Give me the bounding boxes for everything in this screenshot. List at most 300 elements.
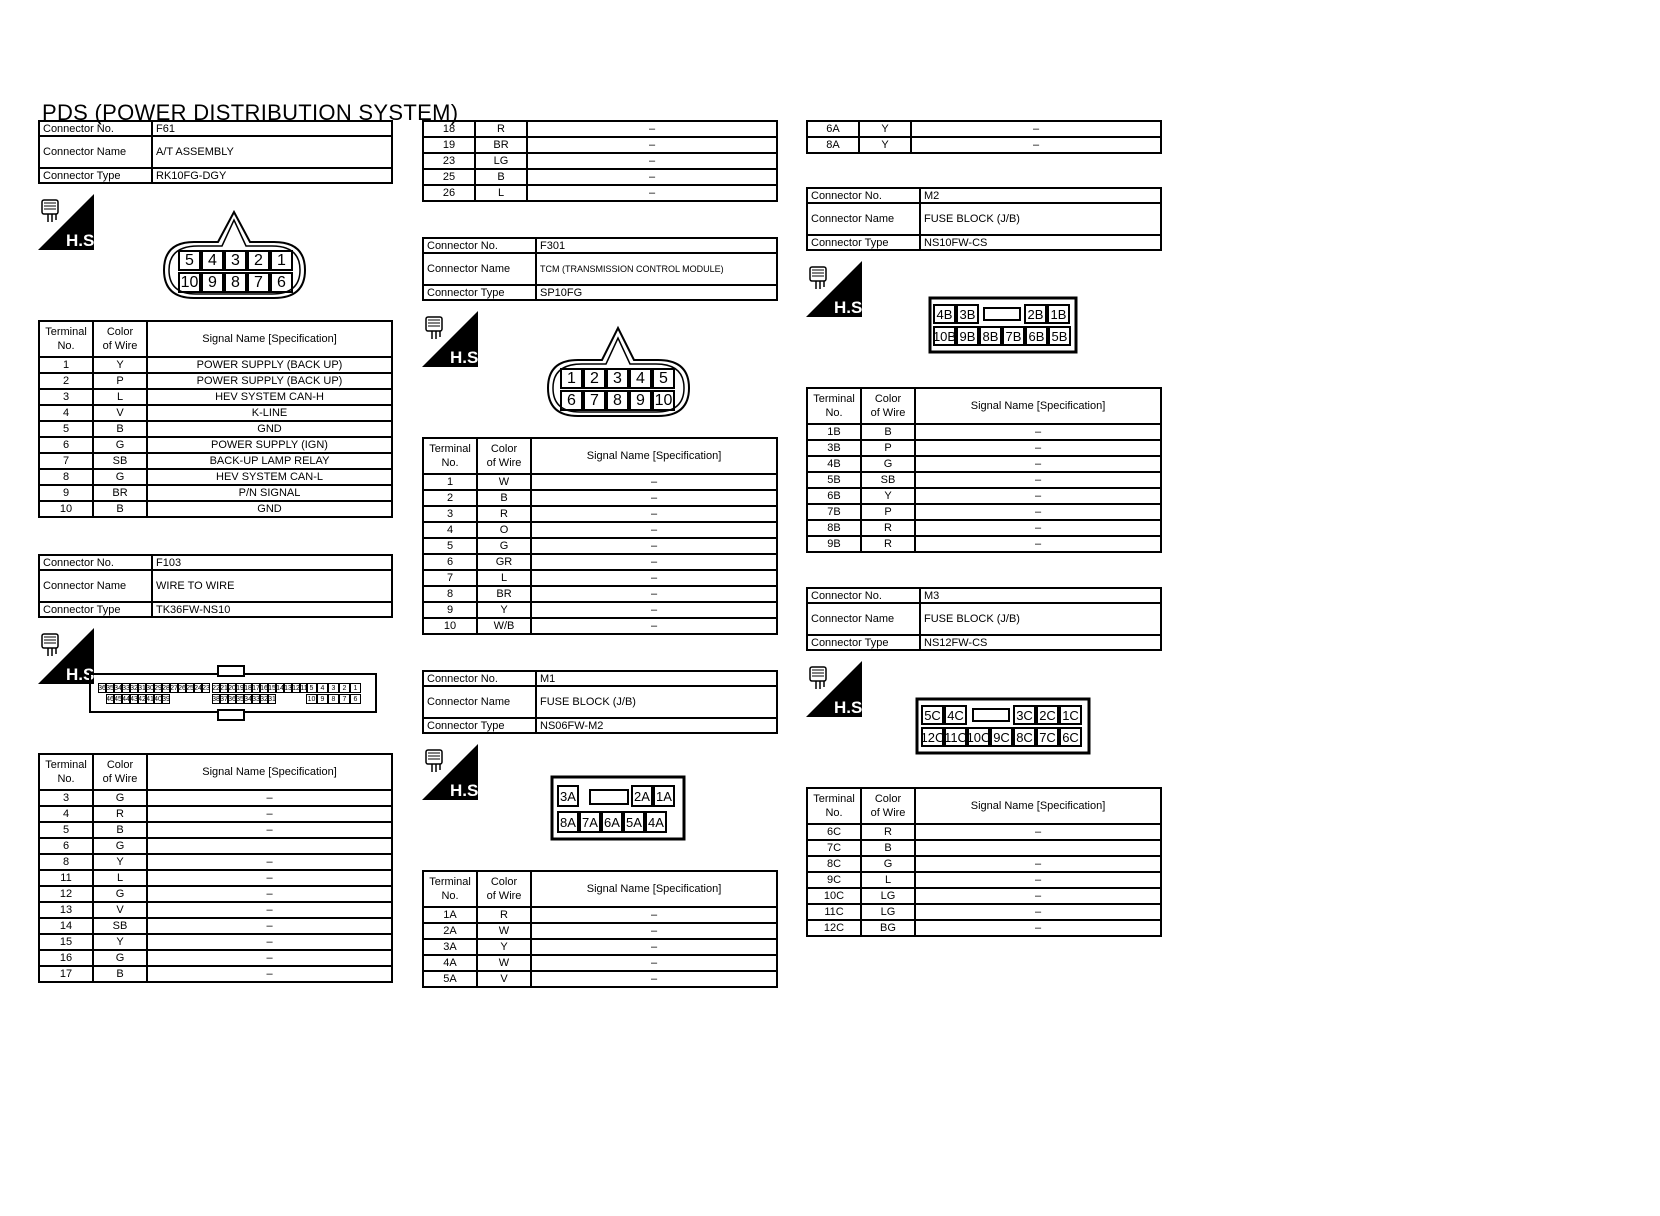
terminal-pin: 7 (247, 272, 270, 293)
terminal-pin: 9 (629, 390, 652, 411)
signal-name: – (147, 870, 392, 886)
terminal-no: 9B (807, 536, 861, 552)
terminal-pin: 44 (122, 695, 130, 703)
connector-name-label: Connector Name (807, 203, 920, 235)
terminal-no: 7 (423, 570, 477, 586)
wire-color: Y (93, 934, 147, 950)
harness-side-label: H.S. (450, 348, 484, 367)
connector-info-f301 (422, 237, 778, 301)
col-color-header: Color of Wire (861, 388, 915, 424)
wire-color: G (861, 856, 915, 872)
connector-type-label: Connector Type (807, 235, 920, 250)
terminal-row (423, 618, 777, 634)
terminal-pin: 3 (606, 368, 629, 389)
terminal-row (39, 501, 392, 517)
connector-name-label: Connector Name (423, 253, 536, 285)
connector-type-label: Connector Type (39, 168, 152, 183)
col-terminal-header: Terminal No. (807, 388, 861, 424)
connector-type-value: TK36FW-NS10 (152, 602, 392, 617)
terminal-pin: 8 (224, 272, 247, 293)
wire-color: O (477, 522, 531, 538)
signal-name: POWER SUPPLY (BACK UP) (147, 373, 392, 389)
signal-name: – (147, 902, 392, 918)
connector-diagram-f103 (88, 664, 378, 722)
terminal-no: 14 (39, 918, 93, 934)
terminal-table-f103 (38, 753, 393, 983)
terminal-no: 19 (423, 137, 475, 153)
terminal-pin: 5B (1048, 326, 1071, 346)
terminal-no: 5A (423, 971, 477, 987)
terminal-no: 3A (423, 939, 477, 955)
terminal-row (39, 469, 392, 485)
terminal-no: 8 (39, 469, 93, 485)
terminal-row (39, 854, 392, 870)
page-title: PDS (POWER DISTRIBUTION SYSTEM) (42, 100, 459, 125)
wire-color: P (861, 440, 915, 456)
terminal-row (39, 838, 392, 854)
terminal-pin: 30 (146, 684, 154, 692)
connector-type-value: NS06FW-M2 (536, 718, 777, 733)
signal-name: POWER SUPPLY (IGN) (147, 437, 392, 453)
terminal-table-m1 (422, 870, 778, 988)
terminal-row (807, 472, 1161, 488)
wire-color: G (93, 886, 147, 902)
connector-no-label: Connector No. (39, 555, 152, 570)
terminal-row (807, 904, 1161, 920)
terminal-row (423, 907, 777, 923)
wire-color: W/B (477, 618, 531, 634)
terminal-pin: 7 (583, 390, 606, 411)
connector-outline (88, 664, 378, 722)
terminal-no: 1 (423, 474, 477, 490)
terminal-row (423, 570, 777, 586)
harness-side-label: H.S. (66, 231, 100, 250)
terminal-row (423, 137, 777, 153)
col-color-header: Color of Wire (477, 438, 531, 474)
terminal-row (807, 536, 1161, 552)
terminal-row (423, 939, 777, 955)
terminal-row (39, 918, 392, 934)
terminal-no: 3 (39, 790, 93, 806)
signal-name: – (531, 586, 777, 602)
connector-name-value: A/T ASSEMBLY (152, 136, 392, 168)
terminal-pin: 1B (1047, 304, 1070, 324)
connector-no-value: F103 (152, 555, 392, 570)
terminal-row (423, 538, 777, 554)
terminal-row (807, 888, 1161, 904)
terminal-row (423, 602, 777, 618)
terminal-no: 3B (807, 440, 861, 456)
terminal-pin: 6 (270, 272, 293, 293)
terminal-row (39, 373, 392, 389)
terminal-pin: 7 (339, 694, 350, 704)
wire-color: V (477, 971, 531, 987)
terminal-pin: 45 (114, 695, 122, 703)
connector-type-label: Connector Type (807, 635, 920, 650)
terminal-row (39, 437, 392, 453)
harness-side-label: H.S. (834, 698, 868, 717)
harness-side-icon (38, 628, 100, 684)
wire-color: R (861, 520, 915, 536)
col-terminal-header: Terminal No. (423, 438, 477, 474)
terminal-pin: 12 (292, 684, 300, 692)
terminal-table-m3 (806, 787, 1162, 937)
terminal-pin: 4 (317, 683, 328, 693)
terminal-no: 25 (423, 169, 475, 185)
terminal-row (39, 950, 392, 966)
connector-name-value: FUSE BLOCK (J/B) (920, 603, 1161, 635)
terminal-pin: 8C (1013, 727, 1036, 747)
connector-name-value: FUSE BLOCK (J/B) (920, 203, 1161, 235)
terminal-row (39, 389, 392, 405)
terminal-pin: 10B (933, 326, 956, 346)
terminal-no: 8 (39, 854, 93, 870)
signal-name: – (911, 121, 1161, 137)
terminal-row (39, 870, 392, 886)
wire-color: R (93, 806, 147, 822)
terminal-pin: 11C (944, 727, 967, 747)
terminal-table-m2 (806, 387, 1162, 553)
signal-name: – (531, 522, 777, 538)
terminal-row (807, 520, 1161, 536)
terminal-no: 8B (807, 520, 861, 536)
signal-name: – (147, 934, 392, 950)
harness-side-label: H.S. (834, 298, 868, 317)
signal-name: – (915, 920, 1161, 936)
signal-name: – (527, 169, 777, 185)
terminal-no: 1 (39, 357, 93, 373)
connector-no-label: Connector No. (39, 121, 152, 136)
col-signal-header: Signal Name [Specification] (147, 754, 392, 790)
signal-name: – (915, 856, 1161, 872)
wire-color: LG (861, 904, 915, 920)
terminal-row (807, 504, 1161, 520)
signal-name: – (531, 570, 777, 586)
terminal-pin: 5A (623, 811, 645, 833)
terminal-no: 8 (423, 586, 477, 602)
connector-name-value: TCM (TRANSMISSION CONTROL MODULE) (536, 253, 777, 285)
terminal-no: 5B (807, 472, 861, 488)
terminal-no: 4 (39, 405, 93, 421)
terminal-pin: 3C (1013, 705, 1036, 725)
terminal-row (39, 790, 392, 806)
col-terminal-header: Terminal No. (39, 754, 93, 790)
terminal-no: 9 (423, 602, 477, 618)
terminal-row (807, 856, 1161, 872)
terminal-pin: 32 (260, 695, 268, 703)
connector-name-label: Connector Name (807, 603, 920, 635)
signal-name: – (147, 790, 392, 806)
terminal-pin: 39 (162, 695, 170, 703)
connector-type-value: NS10FW-CS (920, 235, 1161, 250)
harness-side-icon (38, 194, 100, 250)
terminal-no: 2 (39, 373, 93, 389)
signal-name: – (531, 506, 777, 522)
terminal-pin: 5 (306, 683, 317, 693)
wire-color: W (477, 923, 531, 939)
wire-color: W (477, 955, 531, 971)
terminal-row (807, 840, 1161, 856)
terminal-no: 10C (807, 888, 861, 904)
terminal-no: 4 (39, 806, 93, 822)
signal-name: – (147, 854, 392, 870)
connector-info-m3 (806, 587, 1162, 651)
terminal-pin: 32 (130, 684, 138, 692)
harness-side-label: H.S. (450, 781, 484, 800)
terminal-pin: 36 (228, 695, 236, 703)
signal-name: – (915, 440, 1161, 456)
terminal-row (423, 955, 777, 971)
terminal-pin: 33 (122, 684, 130, 692)
terminal-pin: 9 (201, 272, 224, 293)
wire-color: P (861, 504, 915, 520)
wire-color: B (93, 966, 147, 982)
terminal-no: 17 (39, 966, 93, 982)
terminal-pin: 1 (270, 250, 293, 271)
signal-name: – (531, 474, 777, 490)
connector-no-value: F61 (152, 121, 392, 136)
terminal-pin: 4B (933, 304, 956, 324)
terminal-pin: 43 (130, 695, 138, 703)
wire-color: B (93, 822, 147, 838)
terminal-pin: 1 (350, 683, 361, 693)
terminal-no: 12 (39, 886, 93, 902)
terminal-row (423, 121, 777, 137)
terminal-pin: 46 (106, 695, 114, 703)
terminal-table-f301 (422, 437, 778, 635)
signal-name: – (531, 955, 777, 971)
terminal-no: 1B (807, 424, 861, 440)
terminal-row (807, 424, 1161, 440)
harness-side-icon (422, 744, 484, 800)
wire-color: G (93, 469, 147, 485)
terminal-no: 16 (39, 950, 93, 966)
signal-name: – (531, 971, 777, 987)
terminal-no: 7C (807, 840, 861, 856)
terminal-pin: 20 (228, 684, 236, 692)
harness-side-icon (806, 661, 868, 717)
connector-type-value: RK10FG-DGY (152, 168, 392, 183)
terminal-pin: 1C (1059, 705, 1082, 725)
wire-color: SB (93, 918, 147, 934)
wire-color: W (477, 474, 531, 490)
signal-name: – (531, 490, 777, 506)
terminal-table-f103-continued (422, 120, 778, 202)
signal-name: – (531, 602, 777, 618)
terminal-pin: 5 (652, 368, 675, 389)
terminal-pin: 1A (653, 785, 675, 807)
terminal-pin: 22 (212, 684, 220, 692)
terminal-pin: 4C (944, 705, 967, 725)
signal-name: – (147, 918, 392, 934)
terminal-no: 1A (423, 907, 477, 923)
terminal-pin: 2 (583, 368, 606, 389)
terminal-pin: 15 (268, 684, 276, 692)
wire-color: SB (861, 472, 915, 488)
wire-color: L (861, 872, 915, 888)
terminal-pin: 13 (284, 684, 292, 692)
terminal-no: 12C (807, 920, 861, 936)
terminal-pin: 28 (162, 684, 170, 692)
signal-name: – (915, 872, 1161, 888)
terminal-pin: 10 (178, 272, 201, 293)
signal-name: HEV SYSTEM CAN-L (147, 469, 392, 485)
connector-name-label: Connector Name (423, 686, 536, 718)
signal-name: – (531, 907, 777, 923)
col-signal-header: Signal Name [Specification] (915, 788, 1161, 824)
signal-name: K-LINE (147, 405, 392, 421)
connector-name-label: Connector Name (39, 136, 152, 168)
wire-color: Y (477, 602, 531, 618)
terminal-pin: 42 (138, 695, 146, 703)
terminal-row (423, 522, 777, 538)
terminal-row (423, 554, 777, 570)
terminal-pin: 7C (1036, 727, 1059, 747)
terminal-row (807, 872, 1161, 888)
terminal-pin: 21 (220, 684, 228, 692)
col-color-header: Color of Wire (93, 321, 147, 357)
terminal-pin: 8A (557, 811, 579, 833)
terminal-row (39, 934, 392, 950)
terminal-no: 10 (423, 618, 477, 634)
terminal-no: 5 (39, 822, 93, 838)
terminal-row (39, 485, 392, 501)
signal-name: – (527, 153, 777, 169)
wire-color: R (475, 121, 527, 137)
signal-name: – (527, 121, 777, 137)
connector-info-m2 (806, 187, 1162, 251)
terminal-pin: 2C (1036, 705, 1059, 725)
wire-color: SB (93, 453, 147, 469)
connector-info-f61 (38, 120, 393, 184)
terminal-no: 3 (39, 389, 93, 405)
signal-name: – (531, 939, 777, 955)
terminal-no: 6B (807, 488, 861, 504)
terminal-no: 3 (423, 506, 477, 522)
col-color-header: Color of Wire (93, 754, 147, 790)
connector-no-value: M2 (920, 188, 1161, 203)
signal-name (915, 840, 1161, 856)
wire-color: V (93, 405, 147, 421)
terminal-row (423, 586, 777, 602)
col-color-header: Color of Wire (861, 788, 915, 824)
terminal-pin: 3 (328, 683, 339, 693)
wire-color: Y (477, 939, 531, 955)
signal-name: – (147, 886, 392, 902)
connector-no-value: F301 (536, 238, 777, 253)
wire-color: GR (477, 554, 531, 570)
terminal-pin: 9B (956, 326, 979, 346)
terminal-no: 13 (39, 902, 93, 918)
terminal-no: 23 (423, 153, 475, 169)
terminal-pin: 26 (178, 684, 186, 692)
connector-type-label: Connector Type (39, 602, 152, 617)
signal-name: GND (147, 421, 392, 437)
wire-color: Y (861, 488, 915, 504)
terminal-no: 4A (423, 955, 477, 971)
terminal-no: 11 (39, 870, 93, 886)
terminal-row (39, 806, 392, 822)
signal-name: – (527, 137, 777, 153)
terminal-no: 9C (807, 872, 861, 888)
terminal-row (423, 185, 777, 201)
terminal-no: 26 (423, 185, 475, 201)
wire-color: BG (861, 920, 915, 936)
col-signal-header: Signal Name [Specification] (531, 438, 777, 474)
wire-color: Y (93, 854, 147, 870)
terminal-pin: 5C (921, 705, 944, 725)
wire-color: R (861, 536, 915, 552)
terminal-row (423, 923, 777, 939)
col-signal-header: Signal Name [Specification] (147, 321, 392, 357)
terminal-no: 6C (807, 824, 861, 840)
signal-name: – (531, 923, 777, 939)
terminal-pin: 4 (201, 250, 224, 271)
terminal-pin: 31 (268, 695, 276, 703)
connector-no-label: Connector No. (423, 671, 536, 686)
terminal-pin: 6B (1025, 326, 1048, 346)
terminal-row (423, 490, 777, 506)
terminal-row (423, 971, 777, 987)
terminal-pin: 25 (186, 684, 194, 692)
terminal-pin: 2 (339, 683, 350, 693)
terminal-no: 15 (39, 934, 93, 950)
signal-name: – (531, 618, 777, 634)
terminal-row (423, 474, 777, 490)
harness-side-icon (806, 261, 868, 317)
signal-name: – (915, 488, 1161, 504)
wire-color: B (861, 424, 915, 440)
signal-name: – (915, 504, 1161, 520)
harness-side-label: H.S. (66, 665, 100, 684)
terminal-row (39, 357, 392, 373)
signal-name: – (911, 137, 1161, 153)
signal-name: P/N SIGNAL (147, 485, 392, 501)
terminal-pin: 40 (154, 695, 162, 703)
connector-diagram-m2 (928, 296, 1078, 354)
connector-info-m1 (422, 670, 778, 734)
terminal-pin: 41 (146, 695, 154, 703)
wire-color: Y (859, 121, 911, 137)
signal-name: – (527, 185, 777, 201)
connector-type-value: NS12FW-CS (920, 635, 1161, 650)
terminal-no: 5 (39, 421, 93, 437)
terminal-row (39, 405, 392, 421)
terminal-pin: 1 (560, 368, 583, 389)
connector-type-label: Connector Type (423, 718, 536, 733)
signal-name: – (915, 536, 1161, 552)
terminal-pin: 3 (224, 250, 247, 271)
wire-color: L (475, 185, 527, 201)
terminal-pin: 35 (106, 684, 114, 692)
terminal-pin: 37 (220, 695, 228, 703)
signal-name: – (915, 424, 1161, 440)
col-signal-header: Signal Name [Specification] (531, 871, 777, 907)
wire-color: G (93, 437, 147, 453)
terminal-row (39, 421, 392, 437)
terminal-pin: 3A (557, 785, 579, 807)
wire-color: Y (93, 357, 147, 373)
signal-name: – (915, 456, 1161, 472)
terminal-pin: 33 (252, 695, 260, 703)
terminal-no: 8C (807, 856, 861, 872)
terminal-pin: 16 (260, 684, 268, 692)
terminal-row (39, 902, 392, 918)
wire-color: G (93, 950, 147, 966)
terminal-pin: 23 (202, 684, 210, 692)
wire-color: BR (93, 485, 147, 501)
connector-type-value: SP10FG (536, 285, 777, 300)
